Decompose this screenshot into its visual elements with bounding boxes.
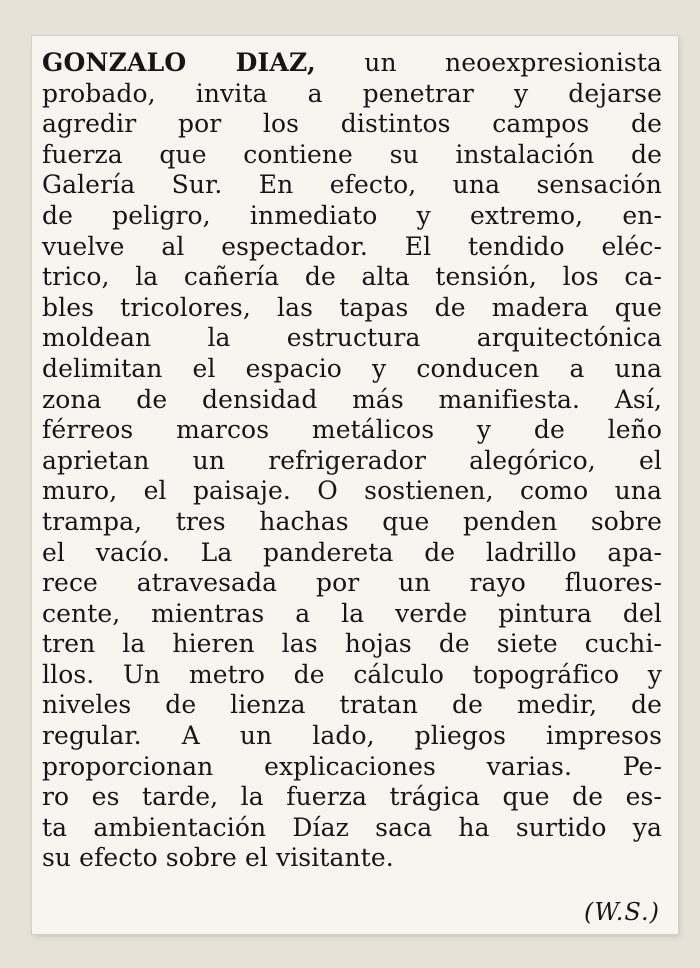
artist-name: GONZALO DIAZ, — [42, 48, 316, 77]
article-line-1 — [42, 48, 662, 79]
article-line-13: férreos marcos metálicos y de leño — [42, 415, 662, 445]
author-signature: (W.S.) — [583, 898, 660, 926]
article-line-27: su efecto sobre el visitante. — [42, 843, 394, 873]
article-line-16: trampa, tres hachas que penden sobre — [42, 506, 662, 536]
article-line-14: aprietan un refrigerador alegórico, el — [42, 445, 662, 475]
article-line-20: tren la hieren las hojas de siete cuchi- — [42, 629, 662, 659]
article-line-1-text: un neoexpresionista — [315, 48, 662, 77]
article-line-10: moldean la estructura arquitectónica — [42, 323, 662, 353]
article-line-23: regular. A un lado, pliegos impresos — [42, 721, 662, 751]
article-line-6: de peligro, inmediato y extremo, en- — [42, 200, 662, 230]
article-line-22: niveles de lienza tratan de medir, de — [42, 690, 662, 720]
article-line-3: agredir por los distintos campos de — [42, 109, 662, 139]
article-line-26: ta ambientación Díaz saca ha surtido ya — [42, 812, 662, 842]
article-line-2: probado, invita a penetrar y dejarse — [42, 78, 662, 108]
article-line-25: ro es tarde, la fuerza trágica que de es- — [42, 782, 662, 812]
article-line-4: fuerza que contiene su instalación de — [42, 139, 662, 169]
article-line-5: Galería Sur. En efecto, una sensación — [42, 170, 662, 200]
article-line-19: cente, mientras a la verde pintura del — [42, 598, 662, 628]
article-line-15: muro, el paisaje. O sostienen, como una — [42, 476, 662, 506]
newspaper-clipping — [32, 36, 678, 934]
article-line-18: rece atravesada por un rayo fluores- — [42, 568, 662, 598]
article-line-7: vuelve al espectador. El tendido eléc- — [42, 231, 662, 261]
article-line-8: trico, la cañería de alta tensión, los ca- — [42, 262, 662, 292]
article-line-21: llos. Un metro de cálculo topográfico y — [42, 659, 662, 689]
article-line-12: zona de densidad más manifiesta. Así, — [42, 384, 662, 414]
article-line-11: delimitan el espacio y conducen a una — [42, 353, 662, 383]
article-line-17: el vacío. La pandereta de ladrillo apa- — [42, 537, 662, 567]
article-line-9: bles tricolores, las tapas de madera que — [42, 292, 662, 322]
article-line-24: proporcionan explicaciones varias. Pe- — [42, 751, 662, 781]
article-body — [42, 48, 662, 874]
